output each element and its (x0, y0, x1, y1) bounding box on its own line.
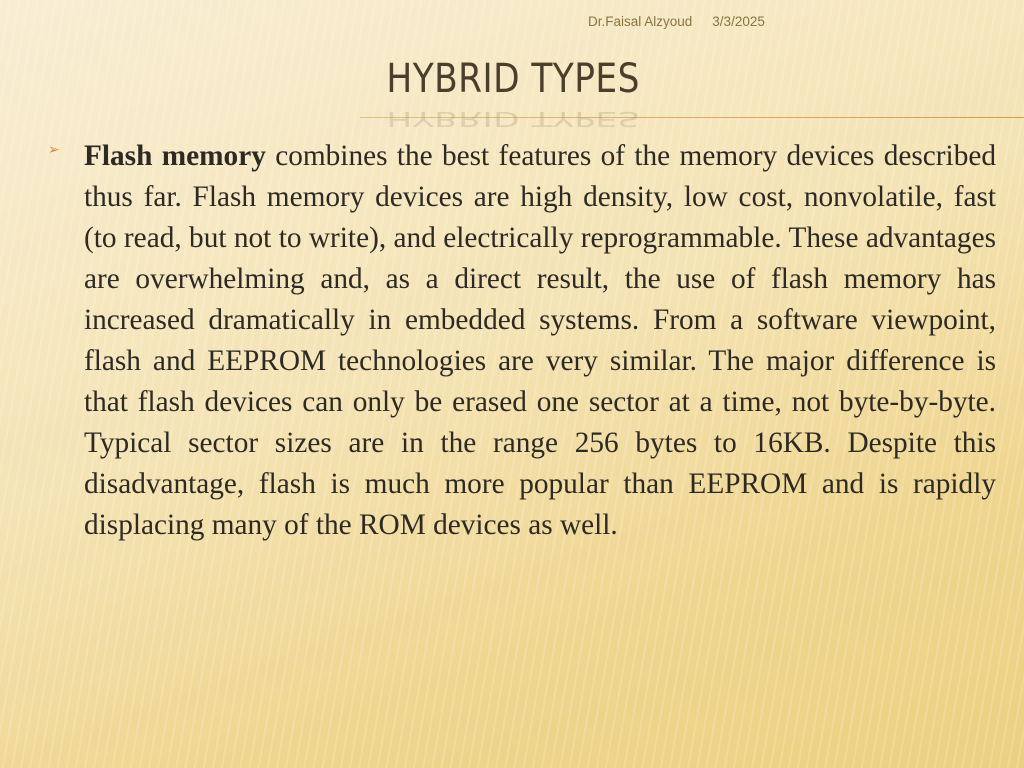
slide-header-meta (588, 14, 765, 29)
bullet-body: combines the best features of the memory devices described thus far. Flash memory devices are high density, low cost, nonvolatile, fast (to read, but not to write), and electrically reprogrammable. These advantages are overwhelming and, as a direct result, the use of flash memory has increased dramatically in embedded systems. From a software viewpoint, flash and EEPROM technologies are very similar. The major difference is that flash devices can only be erased one sector at a time, not byte-by-byte. Typical sector sizes are in the range 256 bytes to 16KB. Despite this disadvantage, flash is much more popular than EEPROM and is rapidly displacing many of the ROM devices as well. (84, 140, 996, 541)
arrowhead-bullet-icon: ➢ (48, 142, 60, 158)
slide-content (48, 136, 1000, 546)
title-divider (360, 117, 1024, 118)
author-label: Dr.Faisal Alzyoud (588, 14, 693, 29)
bullet-text (84, 136, 996, 546)
slide-title-reflection: HYBRID TYPES (386, 107, 640, 130)
bullet-item (48, 136, 1000, 546)
date-label: 3/3/2025 (712, 14, 765, 29)
slide-title: HYBRID TYPES (386, 56, 640, 102)
bullet-lead-term: Flash memory (84, 140, 266, 172)
